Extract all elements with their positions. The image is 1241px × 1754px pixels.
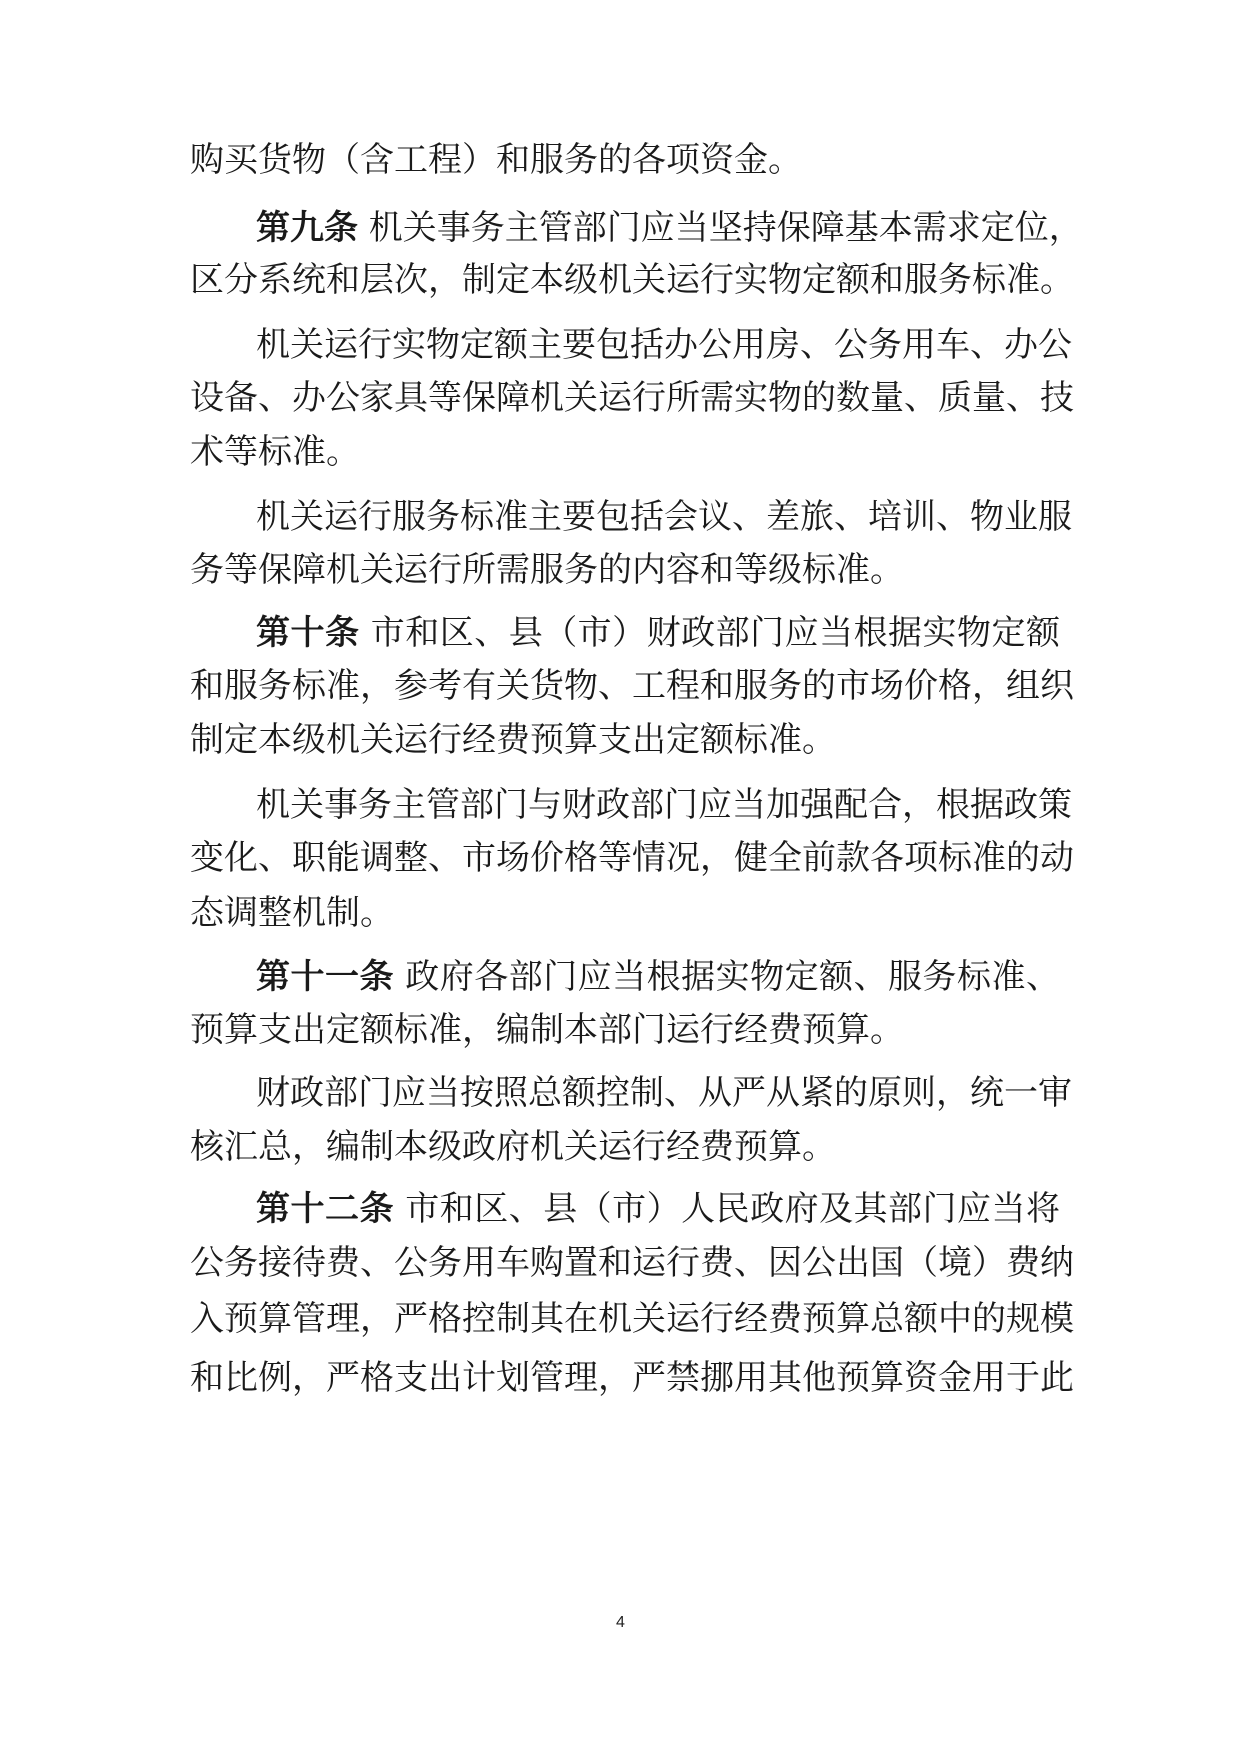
- paragraph-start-line: 财政部门应当按照总额控制、从严从紧的原则，统一审: [256, 1073, 1072, 1113]
- body-line: 设备、办公家具等保障机关运行所需实物的数量、质量、技: [190, 378, 1074, 418]
- article-number: 第十二条: [256, 1189, 394, 1229]
- body-line: 和服务标准，参考有关货物、工程和服务的市场价格，组织: [190, 666, 1074, 706]
- paragraph-start-line: 机关事务主管部门与财政部门应当加强配合，根据政策: [256, 785, 1072, 825]
- body-line: 核汇总，编制本级政府机关运行经费预算。: [190, 1127, 836, 1167]
- body-line: 入预算管理，严格控制其在机关运行经费预算总额中的规模: [190, 1299, 1074, 1339]
- paragraph-start-line: 机关运行服务标准主要包括会议、差旅、培训、物业服: [256, 497, 1072, 537]
- article-number: 第十条: [256, 613, 360, 653]
- body-line: 制定本级机关运行经费预算支出定额标准。: [190, 720, 836, 760]
- article-12-heading-line: 第十二条 市和区、县（市）人民政府及其部门应当将: [256, 1189, 1061, 1229]
- article-number: 第九条: [256, 208, 358, 248]
- body-line: 购买货物（含工程）和服务的各项资金。: [190, 140, 802, 180]
- article-number: 第十一条: [256, 957, 394, 997]
- body-line: 态调整机制。: [190, 893, 394, 933]
- paragraph-start-line: 机关运行实物定额主要包括办公用房、公务用车、办公: [256, 325, 1072, 365]
- body-line: 术等标准。: [190, 432, 360, 472]
- body-line: 和比例，严格支出计划管理，严禁挪用其他预算资金用于此: [190, 1358, 1074, 1398]
- body-line: 区分系统和层次，制定本级机关运行实物定额和服务标准。: [190, 260, 1074, 300]
- article-9-heading-line: 第九条 机关事务主管部门应当坚持保障基本需求定位，: [256, 208, 1083, 248]
- page-number: 4: [616, 1614, 625, 1631]
- body-line: 预算支出定额标准，编制本部门运行经费预算。: [190, 1010, 904, 1050]
- article-11-heading-line: 第十一条 政府各部门应当根据实物定额、服务标准、: [256, 957, 1061, 997]
- body-line: 公务接待费、公务用车购置和运行费、因公出国（境）费纳: [190, 1243, 1074, 1283]
- body-line: 变化、职能调整、市场价格等情况，健全前款各项标准的动: [190, 838, 1074, 878]
- body-line: 务等保障机关运行所需服务的内容和等级标准。: [190, 550, 904, 590]
- article-10-heading-line: 第十条 市和区、县（市）财政部门应当根据实物定额: [256, 613, 1061, 653]
